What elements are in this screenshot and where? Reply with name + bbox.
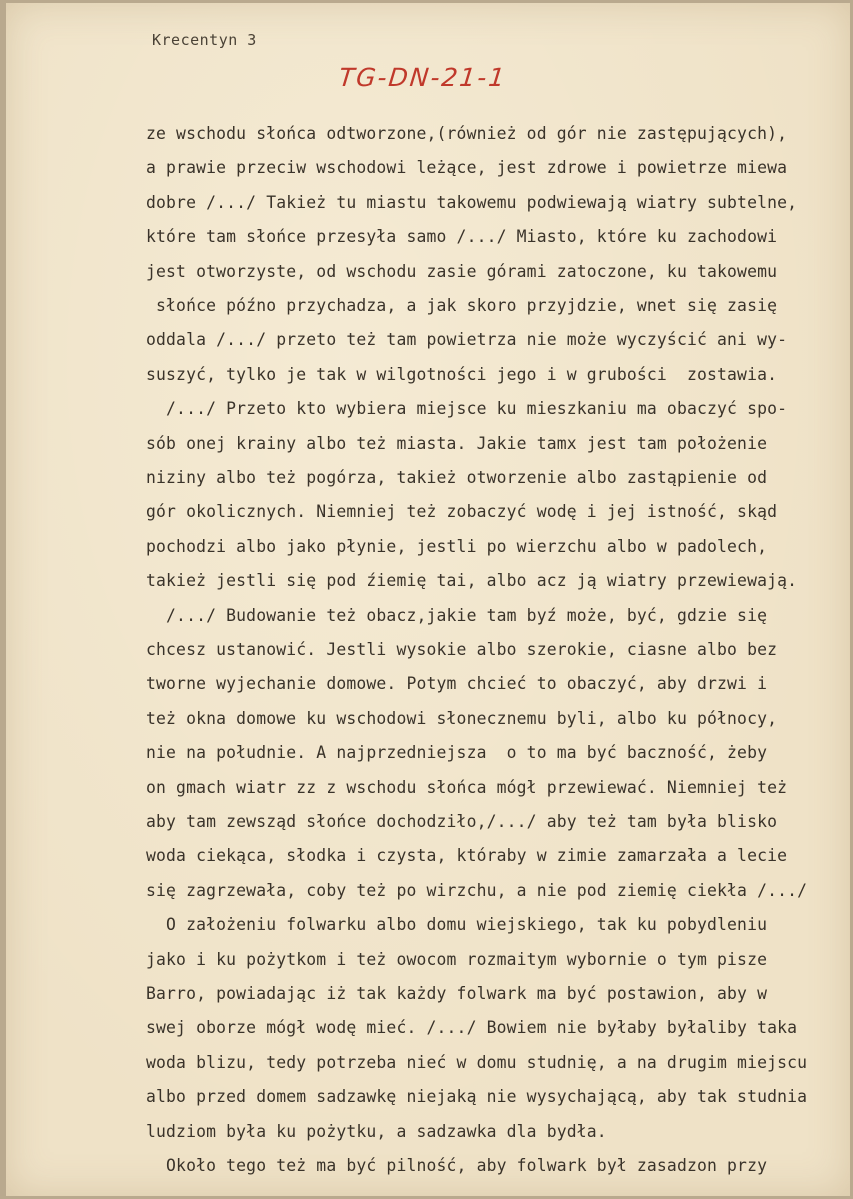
text-line: też okna domowe ku wschodowi słonecznemu byli, albo ku północy, bbox=[146, 708, 778, 728]
typewritten-page bbox=[6, 3, 850, 1196]
text-line: O założeniu folwarku albo domu wiejskiego, tak ku pobydleniu bbox=[146, 915, 768, 935]
text-line: a prawie przeciw wschodowi leżące, jest zdrowe i powietrze miewa bbox=[146, 158, 788, 178]
text-line: woda blizu, tedy potrzeba nieć w domu studnię, a na drugim miejscu bbox=[146, 1052, 808, 1072]
text-line: które tam słońce przesyła samo /.../ Miasto, które ku zachodowi bbox=[146, 227, 778, 247]
text-line: gór okolicznych. Niemniej też zobaczyć wodę i jej istność, skąd bbox=[146, 502, 778, 522]
text-line: takież jestli się pod źiemię tai, albo acz ją wiatry przewiewają. bbox=[146, 571, 798, 591]
text-line: chcesz ustanowić. Jestli wysokie albo szerokie, ciasne albo bez bbox=[146, 640, 778, 659]
text-line: jest otworzyste, od wschodu zasie górami zatoczone, ku takowemu bbox=[146, 261, 778, 281]
text-line: tworne wyjechanie domowe. Potym chcieć to obaczyć, aby drzwi i bbox=[146, 674, 768, 694]
text-line: się zagrzewała, coby też po wirzchu, a nie pod ziemię ciekła /.../ bbox=[146, 880, 808, 900]
text-line: jako i ku pożytkom i też owocom rozmaitym wybornie o tym pisze bbox=[146, 949, 768, 969]
text-line: Około tego też ma być pilność, aby folwark był zasadzon przy bbox=[146, 1156, 768, 1175]
text-line: niziny albo też pogórza, takież otworzenie albo zastąpienie od bbox=[146, 468, 768, 487]
text-line: on gmach wiatr zz z wschodu słońca mógł przewiewać. Niemniej też bbox=[146, 777, 788, 797]
text-line: nie na południe. A najprzedniejsza o to ma być baczność, żeby bbox=[146, 743, 768, 763]
text-line: albo przed domem sadzawkę niejaką nie wysychającą, aby tak studnia bbox=[146, 1087, 808, 1107]
text-line: /.../ Budowanie też obacz,jakie tam byź może, być, gdzie się bbox=[146, 605, 768, 625]
text-line: /.../ Przeto kto wybiera miejsce ku mieszkaniu ma obaczyć spo- bbox=[146, 399, 788, 419]
text-line: słońce późno przychadza, a jak skoro przyjdzie, wnet się zasię bbox=[146, 296, 778, 315]
text-line: ludziom była ku pożytku, a sadzawka dla bydła. bbox=[146, 1121, 607, 1141]
text-line: dobre /.../ Takież tu miastu takowemu podwiewają wiatry subtelne, bbox=[146, 192, 798, 212]
text-line: swej oborze mógł wodę mieć. /.../ Bowiem nie byłaby byłaliby taka bbox=[146, 1018, 798, 1038]
text-line: sób onej krainy albo też miasta. Jakie tamx jest tam położenie bbox=[146, 433, 768, 453]
text-line: Barro, powiadając iż tak każdy folwark ma być postawion, aby w bbox=[146, 984, 768, 1003]
text-line: suszyć, tylko je tak w wilgotności jego i w grubości zostawia. bbox=[146, 364, 778, 384]
text-line: pochodzi albo jako płynie, jestli po wierzchu albo w padolech, bbox=[146, 536, 768, 556]
text-line: aby tam zewsząd słońce dochodziło,/.../ aby też tam była blisko bbox=[146, 812, 778, 831]
text-line: ze wschodu słońca odtworzone,(również od gór nie zastępujących), bbox=[146, 124, 788, 143]
handwritten-signature-stamp: TG-DN-21-1 bbox=[337, 63, 508, 92]
document-reference: Krecentyn 3 bbox=[152, 31, 257, 49]
text-line: woda ciekąca, słodka i czysta, któraby w zimie zamarzała a lecie bbox=[146, 846, 788, 866]
text-line: oddala /.../ przeto też tam powietrza nie może wyczyścić ani wy- bbox=[146, 330, 788, 350]
